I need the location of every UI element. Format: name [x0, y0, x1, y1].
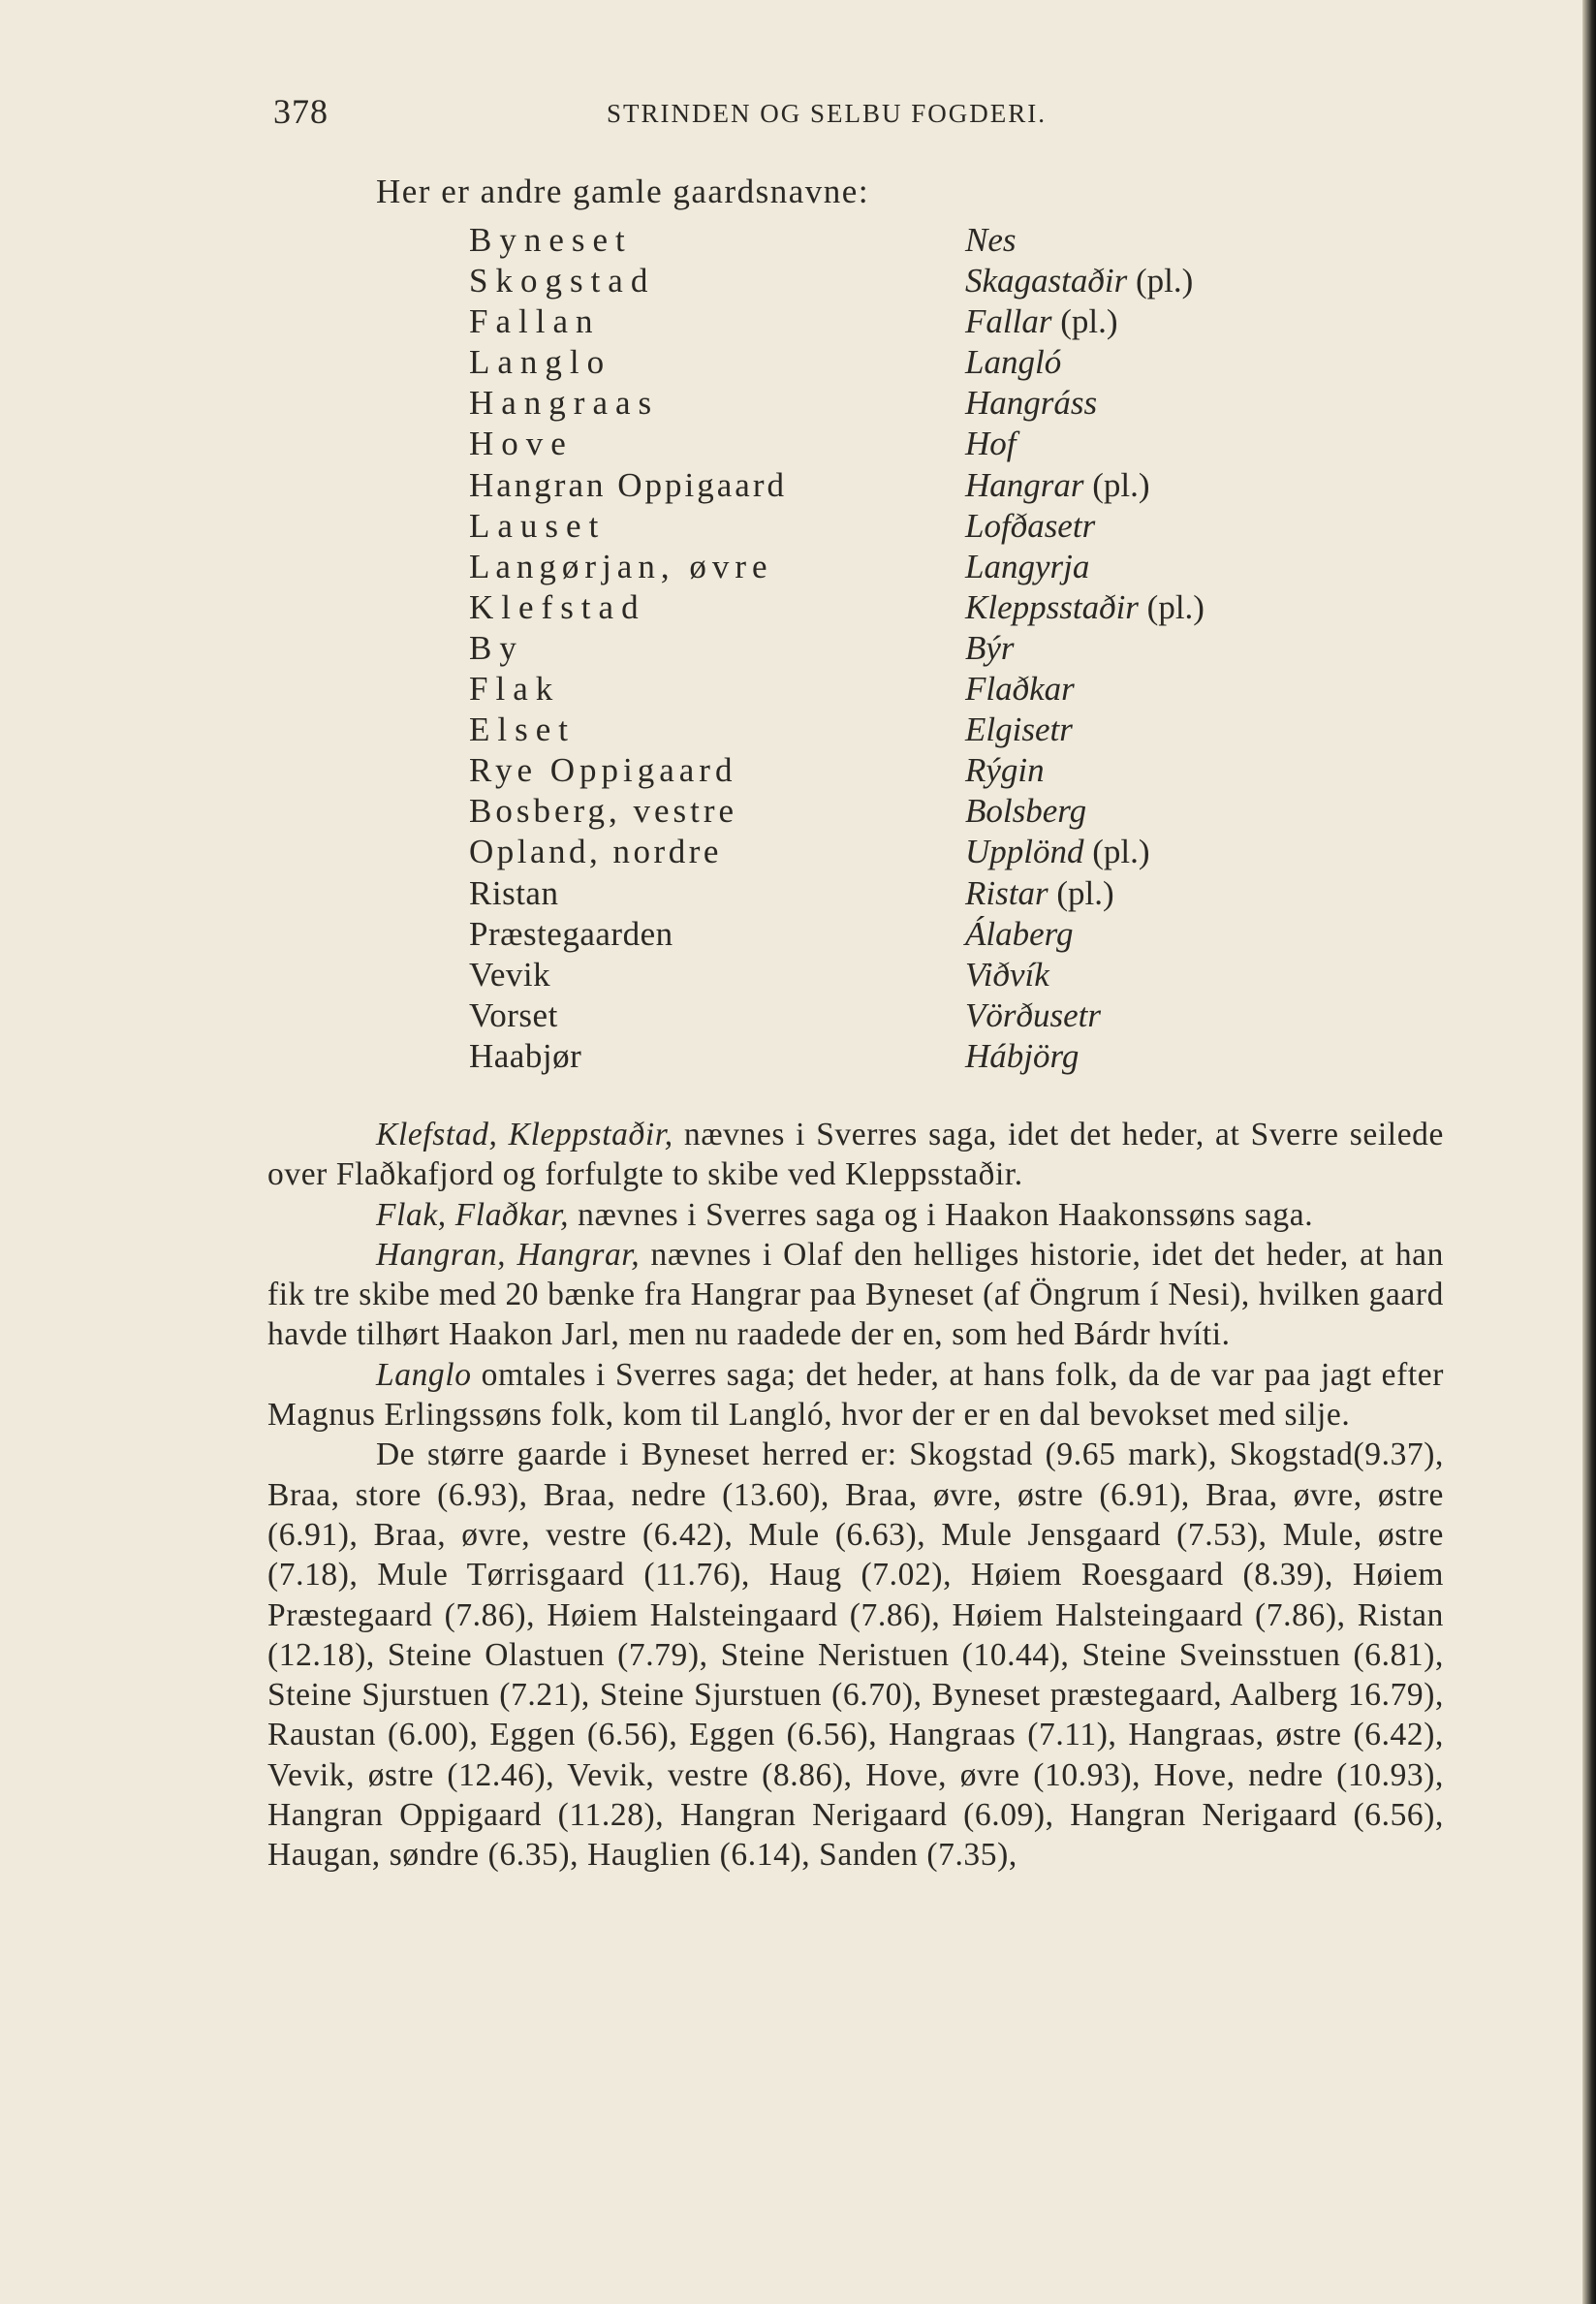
- name-row: [469, 956, 1302, 996]
- old-name-entry: [965, 548, 1089, 586]
- old-name-entry: [965, 710, 1073, 749]
- old-name-entry: [965, 343, 1061, 382]
- paragraph-text: nævnes i Sverres saga, idet det heder, at Sverre seilede over Flaðkafjord og forfulgte to skibe ved Kleppsstaðir.: [267, 1117, 1445, 1193]
- paragraph-text: nævnes i Olaf den helliges historie, idet det heder, at han fik tre skibe med 20 bænke fra Hangrar paa Byneset (af Öngrum í Nesi), hvilken gaard havde tilhørt Haakon Jarl, men nu raadede der en, som hed Bárdr hvíti.: [267, 1236, 1444, 1353]
- modern-name: Langlo: [469, 343, 612, 382]
- modern-name: Langørjan, øvre: [469, 547, 773, 585]
- old-name: Rýgin: [965, 751, 1045, 790]
- modern-name: Hove: [469, 425, 574, 463]
- modern-name: Ristan: [469, 873, 559, 912]
- paragraph-lead: Langlo: [376, 1356, 472, 1393]
- paragraph-text: nævnes i Sverres saga og i Haakon Haakonssøns saga.: [569, 1196, 1314, 1233]
- old-name: Flaðkar: [965, 670, 1075, 709]
- old-name: Vörðusetr: [965, 995, 1101, 1034]
- old-name: Álaberg: [965, 914, 1074, 953]
- page-number: 378: [273, 92, 329, 131]
- modern-name: Haabjør: [469, 1036, 582, 1075]
- plural-note: (pl.): [1092, 833, 1150, 871]
- plural-note: (pl.): [1056, 873, 1114, 912]
- paragraph-text: omtales i Sverres saga; det heder, at hans folk, da de var paa jagt efter Magnus Erlingssøns folk, kom til Langló, hvor der er en dal bevokset med silje.: [267, 1356, 1444, 1434]
- old-name-entry: [965, 833, 1150, 871]
- old-name-entry: [965, 751, 1045, 790]
- old-name: Kleppsstaðir: [965, 587, 1139, 626]
- old-name: Hangrar: [965, 465, 1084, 504]
- paragraph-lead: Hangran, Hangrar,: [376, 1236, 641, 1273]
- old-name: Hábjörg: [965, 1036, 1080, 1075]
- old-name-entry: [965, 466, 1150, 505]
- old-name-entry: [965, 588, 1205, 627]
- old-name-entry: [965, 629, 1015, 668]
- modern-name: Skogstad: [469, 262, 656, 300]
- old-name-entry: [965, 792, 1086, 831]
- old-name: Skagastaðir: [965, 262, 1128, 300]
- name-row: [469, 466, 1302, 507]
- plural-note: (pl.): [1146, 587, 1205, 626]
- modern-name: Rye Oppigaard: [469, 751, 737, 790]
- paragraph-lead: Klefstad, Kleppstaðir,: [376, 1117, 673, 1152]
- old-name: Langló: [965, 343, 1062, 382]
- name-row: [469, 425, 1302, 465]
- old-name-entry: [965, 507, 1095, 546]
- old-name-entry: [965, 670, 1075, 709]
- modern-name: By: [469, 628, 524, 667]
- old-name-entry: [965, 384, 1097, 423]
- paragraph-flak: [267, 1195, 1444, 1235]
- name-row: [469, 507, 1302, 548]
- name-row: [469, 1037, 1302, 1078]
- old-name: Viðvík: [965, 955, 1049, 994]
- old-name-entry: [965, 425, 1017, 463]
- modern-name: Bosberg, vestre: [469, 792, 738, 831]
- modern-name: Fallan: [469, 302, 601, 341]
- plural-note: (pl.): [1135, 262, 1194, 300]
- old-name-entry: [965, 956, 1049, 994]
- modern-name: Byneset: [469, 221, 633, 259]
- name-row: [469, 588, 1302, 629]
- name-row: [469, 792, 1302, 833]
- modern-name: Hangran Oppigaard: [469, 465, 787, 504]
- old-name-entry: [965, 262, 1193, 300]
- name-row: [469, 833, 1302, 873]
- plural-note: (pl.): [1092, 465, 1150, 504]
- name-row: [469, 262, 1302, 302]
- old-name: Fallar: [965, 302, 1052, 341]
- modern-name: Flak: [469, 670, 561, 709]
- old-name-entry: [965, 874, 1114, 913]
- paragraph-text: De større gaarde i Byneset herred er: Skogstad (9.65 mark), Skogstad(9.37), Braa, store (6.93), Braa, nedre (13.60), Braa, øvre, østre (6.91), Braa, øvre, østre (6.91), Braa, øvre, vestre (6.42), Mule (6.63), Mule Jensgaard (7.53), Mule, østre (7.18), Mule Tørrisgaard (11.76), Haug (7.02), Høiem Roesgaard (8.39), Høiem Præstegaard (7.86), Høiem Halsteingaard (7.86), Høiem Halsteingaard (7.86), Ristan (12.18), Steine Olastuen (7.79), Steine Neristuen (10.44), Steine Sveinsstuen (6.81), Steine Sjurstuen (7.21), Steine Sjurstuen (6.70), Byneset præstegaard, Aalberg 16.79), Raustan (6.00), Eggen (6.56), Eggen (6.56), Hangraas (7.11), Hangraas, østre (6.42), Vevik, østre (12.46), Vevik, vestre (8.86), Hove, øvre (10.93), Hove, nedre (10.93), Hangran Oppigaard (11.28), Hangran Nerigaard (6.09), Hangran Nerigaard (6.56), Haugan, søndre (6.35), Hauglien (6.14), Sanden (7.35),: [267, 1436, 1444, 1874]
- modern-name: Præstegaarden: [469, 914, 673, 953]
- old-name: Lofðasetr: [965, 506, 1096, 545]
- old-name: Hangráss: [965, 384, 1098, 423]
- name-row: [469, 548, 1302, 588]
- running-head: STRINDEN OG SELBU FOGDERI.: [607, 99, 1048, 128]
- name-row: [469, 710, 1302, 751]
- old-name: Upplönd: [965, 833, 1084, 871]
- modern-name: Lauset: [469, 506, 607, 545]
- old-name-entry: [965, 1037, 1079, 1076]
- name-row: [469, 996, 1302, 1037]
- paragraph-langlo: [267, 1355, 1444, 1436]
- name-row: [469, 343, 1302, 384]
- modern-name: Hangraas: [469, 384, 660, 423]
- old-name-entry: [965, 302, 1118, 341]
- modern-name: Opland, nordre: [469, 833, 722, 871]
- name-row: [469, 670, 1302, 710]
- name-row: [469, 915, 1302, 956]
- old-name: Bolsberg: [965, 792, 1087, 831]
- old-name: Ristar: [965, 873, 1048, 912]
- page-edge-shadow: [1582, 0, 1596, 2304]
- name-row: [469, 874, 1302, 915]
- modern-name: Elset: [469, 710, 576, 749]
- body-text: [267, 1115, 1444, 1876]
- name-row: [469, 629, 1302, 670]
- plural-note: (pl.): [1060, 302, 1118, 341]
- old-name-entry: [965, 915, 1073, 954]
- old-name: Langyrja: [965, 547, 1090, 585]
- farm-name-list: [469, 221, 1302, 1078]
- intro-line: Her er andre gamle gaardsnavne:: [376, 173, 870, 210]
- name-row: [469, 384, 1302, 425]
- name-row: [469, 221, 1302, 262]
- modern-name: Vorset: [469, 995, 558, 1034]
- old-name-entry: [965, 221, 1017, 260]
- old-name: Elgisetr: [965, 710, 1073, 749]
- name-row: [469, 302, 1302, 343]
- paragraph-klefstad: [267, 1115, 1444, 1195]
- modern-name: Klefstad: [469, 587, 646, 626]
- old-name: Hof: [965, 425, 1017, 463]
- paragraph-large-farms: [267, 1435, 1444, 1875]
- old-name-entry: [965, 996, 1101, 1035]
- name-row: [469, 751, 1302, 792]
- paragraph-lead: Flak, Flaðkar,: [376, 1196, 570, 1233]
- modern-name: Vevik: [469, 955, 551, 994]
- paragraph-hangran: [267, 1235, 1444, 1355]
- old-name: Nes: [965, 221, 1017, 259]
- old-name: Býr: [965, 628, 1015, 667]
